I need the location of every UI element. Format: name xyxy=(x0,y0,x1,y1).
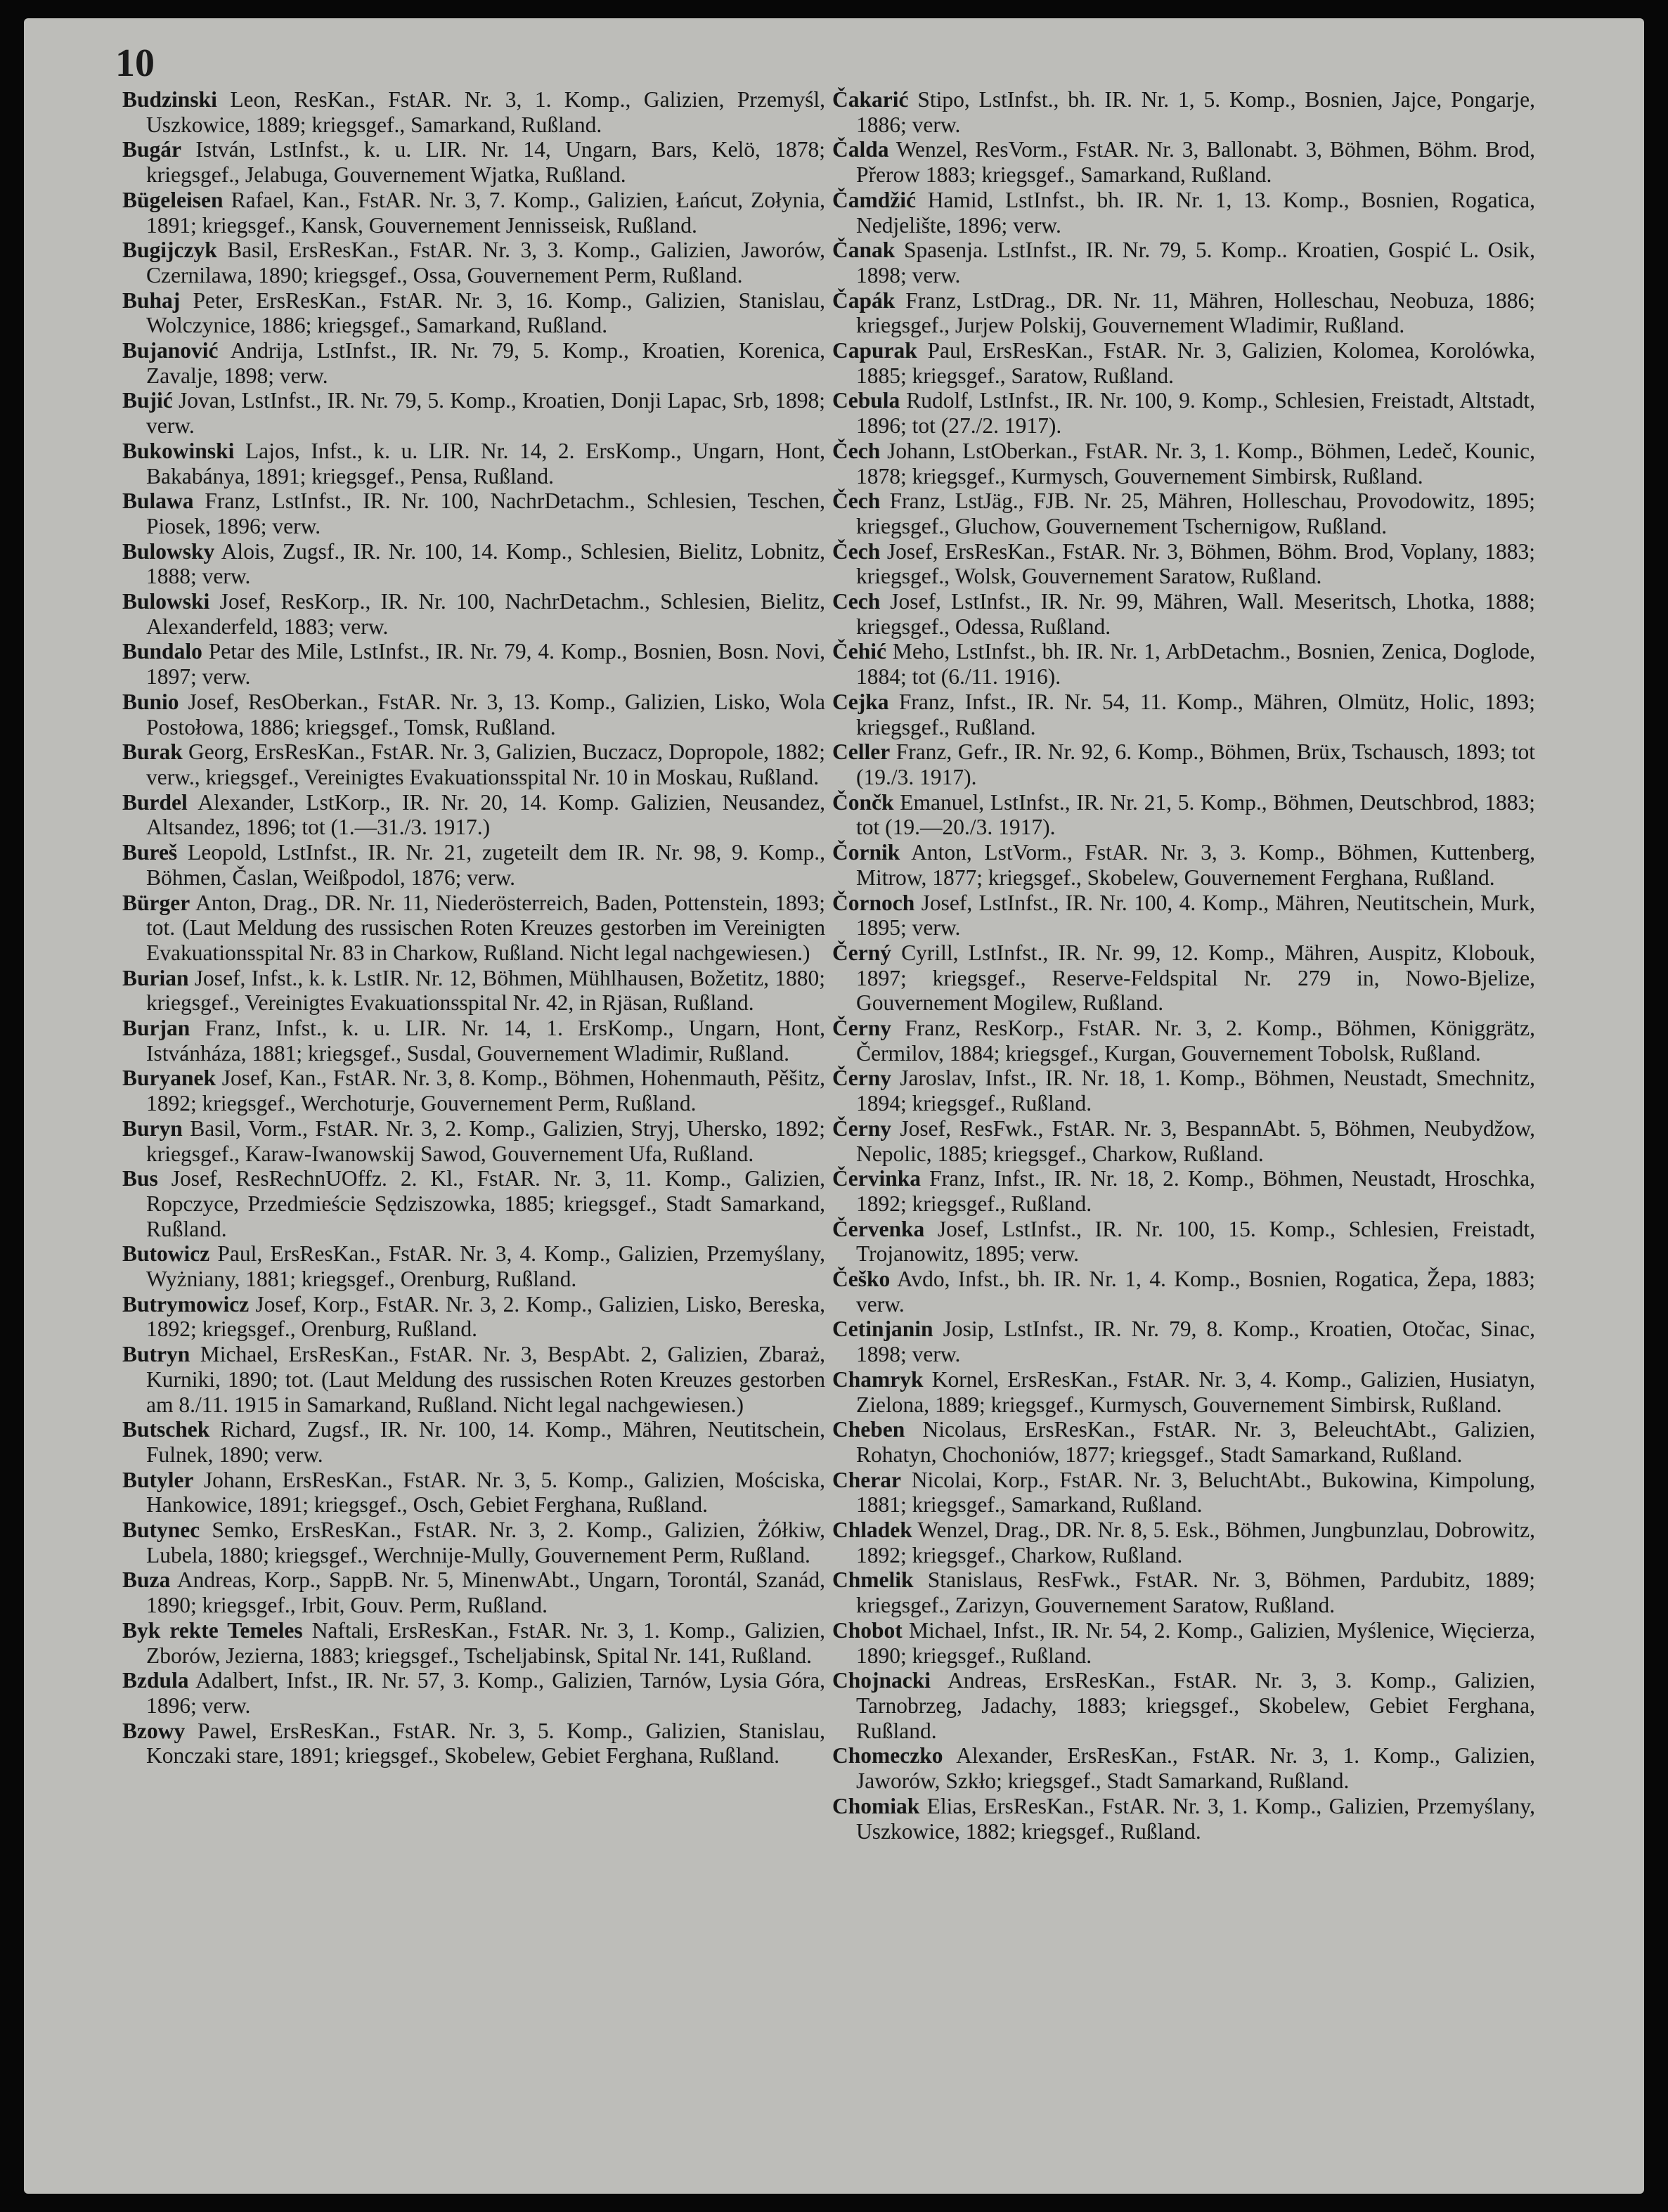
entry-details: Wenzel, Drag., DR. Nr. 8, 5. Esk., Böhmen, Jungbunzlau, Dobrowitz, 1892; kriegsgef., Charkow, Rußland. xyxy=(856,1518,1535,1567)
casualty-entry xyxy=(122,1116,825,1166)
entry-details: Rudolf, LstInfst., IR. Nr. 100, 9. Komp., Schlesien, Freistadt, Altstadt, 1896; tot (27./2. 1917). xyxy=(856,388,1535,439)
casualty-entry xyxy=(122,966,825,1016)
entry-details: Cyrill, LstInfst., IR. Nr. 99, 12. Komp., Mähren, Auspitz, Klobouk, 1897; kriegsgef., Reserve-Feldspital Nr. 279 in, Nowo-Bjelize, Gouvernement Mogilew, Rußland. xyxy=(856,940,1536,1016)
casualty-entry xyxy=(832,1267,1535,1317)
casualty-entry xyxy=(832,539,1535,589)
entry-surname: Cech xyxy=(832,589,881,614)
casualty-entry xyxy=(832,1618,1535,1668)
casualty-entry xyxy=(122,1292,825,1342)
casualty-entry xyxy=(122,188,825,238)
entry-surname: Bureš xyxy=(122,840,178,865)
casualty-entry xyxy=(832,1166,1535,1216)
entry-details: Leopold, LstInfst., IR. Nr. 21, zugeteilt dem IR. Nr. 98, 9. Komp., Böhmen, Časlan, Weißpodol, 1876; verw. xyxy=(146,840,826,890)
entry-details: Paul, ErsResKan., FstAR. Nr. 3, Galizien, Kolomea, Korolówka, 1885; kriegsgef., Saratow, Rußland. xyxy=(856,338,1536,388)
entry-details: Josef, LstInfst., IR. Nr. 100, 15. Komp., Schlesien, Freistadt, Trojanowitz, 1895; verw. xyxy=(856,1216,1535,1267)
entry-surname: Černy xyxy=(832,1066,891,1091)
entry-surname: Bzdula xyxy=(122,1668,189,1693)
casualty-entry xyxy=(122,1618,825,1668)
casualty-entry xyxy=(832,1016,1535,1066)
entry-surname: Čech xyxy=(832,538,881,564)
entry-details: Richard, Zugsf., IR. Nr. 100, 14. Komp., Mähren, Neutitschein, Fulnek, 1890; verw. xyxy=(146,1417,825,1467)
entry-details: Paul, ErsResKan., FstAR. Nr. 3, 4. Komp., Galizien, Przemyślany, Wyżniany, 1881; kriegsgef., Orenburg, Rußland. xyxy=(146,1241,826,1292)
casualty-entry xyxy=(122,137,825,187)
entry-surname: Červenka xyxy=(832,1216,925,1241)
entry-surname: Bzowy xyxy=(122,1718,186,1743)
entry-surname: Černý xyxy=(832,940,891,965)
entry-details: Johann, ErsResKan., FstAR. Nr. 3, 5. Komp., Galizien, Mościska, Hankowice, 1891; kriegsgef., Osch, Gebiet Ferghana, Rußland. xyxy=(146,1467,826,1518)
entry-surname: Buryn xyxy=(122,1115,183,1141)
entry-details: Josef, LstInfst., IR. Nr. 100, 4. Komp., Mähren, Neutitschein, Murk, 1895; verw. xyxy=(856,890,1535,940)
entry-details: Georg, ErsResKan., FstAR. Nr. 3, Galizien, Buczacz, Dopropole, 1882; verw., kriegsgef., Vereinigtes Evakuationsspital Nr. 10 in Moskau, Rußland. xyxy=(146,739,825,789)
entry-surname: Bulowski xyxy=(122,589,210,614)
entry-details: Basil, ErsResKan., FstAR. Nr. 3, 3. Komp., Galizien, Jaworów, Czernilawa, 1890; kriegsgef., Ossa, Gouvernement Perm, Rußland. xyxy=(146,238,826,287)
entry-surname: Celler xyxy=(832,739,891,765)
entry-details: Stanislaus, ResFwk., FstAR. Nr. 3, Böhmen, Pardubitz, 1889; kriegsgef., Zarizyn, Gouvernement Saratow, Rußland. xyxy=(856,1567,1536,1618)
casualty-entry xyxy=(122,790,825,840)
entry-surname: Bundalo xyxy=(122,639,202,664)
entry-details: Josef, Infst., k. k. LstIR. Nr. 12, Böhmen, Mühlhausen, Božetitz, 1880; kriegsgef., Vereinigtes Evakuationsspital Nr. 42, in Rjäsan, Rußland. xyxy=(146,965,825,1016)
casualty-entry xyxy=(122,1066,825,1115)
entry-surname: Bus xyxy=(122,1166,158,1191)
casualty-entry xyxy=(122,489,825,538)
casualty-entry xyxy=(832,1317,1535,1366)
entry-surname: Burjan xyxy=(122,1016,190,1041)
casualty-entry xyxy=(832,940,1535,1016)
entry-surname: Bugár xyxy=(122,137,182,162)
entry-details: Franz, LstDrag., DR. Nr. 11, Mähren, Holleschau, Neobuza, 1886; kriegsgef., Jurjew Polskij, Gouvernement Wladimir, Rußland. xyxy=(856,287,1536,338)
casualty-entry xyxy=(122,1241,825,1291)
entry-surname: Čalda xyxy=(832,137,889,162)
casualty-entry xyxy=(122,1468,825,1518)
entry-details: Anton, Drag., DR. Nr. 11, Niederösterreich, Baden, Pottenstein, 1893; tot. (Laut Meldung des russischen Roten Kreuzes gestorben im Vereinigten Evakuationsspital Nr. 83 in Charkow, Rußland. Nicht legal nachgewiesen.) xyxy=(146,890,825,965)
entry-details: Emanuel, LstInfst., IR. Nr. 21, 5. Komp., Böhmen, Deutschbrod, 1883; tot (19.—20./3. 1917). xyxy=(856,789,1536,840)
casualty-entry xyxy=(832,439,1535,489)
entry-details: Michael, Infst., IR. Nr. 54, 2. Komp., Galizien, Myślenice, Więcierza, 1890; kriegsgef., Rußland. xyxy=(856,1617,1535,1668)
entry-surname: Chamryk xyxy=(832,1366,924,1392)
entry-surname: Čanak xyxy=(832,238,896,263)
entry-details: Josef, Korp., FstAR. Nr. 3, 2. Komp., Galizien, Lisko, Bereska, 1892; kriegsgef., Orenburg, Rußland. xyxy=(146,1291,825,1342)
entry-details: Johann, LstOberkan., FstAR. Nr. 3, 1. Komp., Böhmen, Ledeč, Kounic, 1878; kriegsgef., Kurmysch, Gouvernement Simbirsk, Rußland. xyxy=(856,438,1536,489)
entry-details: Pawel, ErsResKan., FstAR. Nr. 3, 5. Komp., Galizien, Stanislau, Konczaki stare, 1891; kriegsgef., Skobelew, Gebiet Ferghana, Rußland. xyxy=(146,1718,825,1768)
entry-details: Josef, ResOberkan., FstAR. Nr. 3, 13. Komp., Galizien, Lisko, Wola Postołowa, 1886; kriegsgef., Tomsk, Rußland. xyxy=(146,689,825,739)
entry-details: Jovan, LstInfst., IR. Nr. 79, 5. Komp., Kroatien, Donji Lapac, Srb, 1898; verw. xyxy=(146,388,826,439)
casualty-entry xyxy=(832,87,1535,137)
entry-surname: Cebula xyxy=(832,388,900,413)
entry-details: Lajos, Infst., k. u. LIR. Nr. 14, 2. ErsKomp., Ungarn, Hont, Bakabánya, 1891; kriegsgef., Pensa, Rußland. xyxy=(146,438,825,489)
entry-surname: Buhaj xyxy=(122,287,181,313)
casualty-entry xyxy=(832,739,1535,789)
entry-details: Josef, ResKorp., IR. Nr. 100, NachrDetachm., Schlesien, Bielitz, Alexanderfeld, 1883; verw. xyxy=(146,589,825,639)
casualty-entry xyxy=(832,891,1535,940)
casualty-entry xyxy=(832,1743,1535,1793)
page-number: 10 xyxy=(115,41,155,85)
casualty-entry xyxy=(122,1342,825,1417)
entry-surname: Chomeczko xyxy=(832,1743,943,1768)
entry-surname: Butowicz xyxy=(122,1241,210,1267)
casualty-entry xyxy=(832,639,1535,689)
entry-surname: Bürger xyxy=(122,890,190,915)
entry-details: Anton, LstVorm., FstAR. Nr. 3, 3. Komp., Böhmen, Kuttenberg, Mitrow, 1877; kriegsgef., Skobelew, Gouvernement Ferghana, Rußland. xyxy=(856,840,1535,890)
casualty-entry xyxy=(122,690,825,739)
entry-details: Franz, Gefr., IR. Nr. 92, 6. Komp., Böhmen, Brüx, Tschausch, 1893; tot (19./3. 1917). xyxy=(856,739,1536,789)
entry-details: Andreas, ErsResKan., FstAR. Nr. 3, 3. Komp., Galizien, Tarnobrzeg, Jadachy, 1883; kriegsgef., Skobelew, Gebiet Ferghana, Rußland. xyxy=(856,1668,1536,1743)
casualty-entry xyxy=(122,739,825,789)
entry-details: Peter, ErsResKan., FstAR. Nr. 3, 16. Komp., Galizien, Stanislau, Wolczynice, 1886; kriegsgef., Samarkand, Rußland. xyxy=(146,287,825,338)
casualty-entry xyxy=(122,1166,825,1241)
entry-surname: Čech xyxy=(832,489,881,514)
entry-details: Elias, ErsResKan., FstAR. Nr. 3, 1. Komp., Galizien, Przemyślany, Uszkowice, 1882; kriegsgef., Rußland. xyxy=(856,1793,1536,1844)
entry-surname: Chladek xyxy=(832,1518,912,1543)
casualty-entry xyxy=(832,137,1535,187)
entry-details: Franz, Infst., IR. Nr. 54, 11. Komp., Mähren, Olmütz, Holic, 1893; kriegsgef., Rußland. xyxy=(856,689,1535,739)
casualty-entry xyxy=(122,589,825,639)
casualty-entry xyxy=(832,1417,1535,1467)
entry-surname: Čech xyxy=(832,438,881,463)
entry-surname: Burdel xyxy=(122,789,188,815)
entry-details: Nicolaus, ErsResKan., FstAR. Nr. 3, BeleuchtAbt., Galizien, Rohatyn, Chochoniów, 1877; kriegsgef., Stadt Samarkand, Rußland. xyxy=(856,1417,1535,1467)
casualty-entry xyxy=(122,1518,825,1567)
entry-surname: Bunio xyxy=(122,689,179,714)
entry-surname: Bukowinski xyxy=(122,438,235,463)
entry-surname: Čehić xyxy=(832,639,886,664)
entry-details: Michael, ErsResKan., FstAR. Nr. 3, BespAbt. 2, Galizien, Zbaraż, Kurniki, 1890; tot. (Laut Meldung des russischen Roten Kreuzes gestorben am 8./11. 1915 in Samarkand, Rußland. Nicht legal nachgewiesen.) xyxy=(146,1342,826,1417)
entry-surname: Butryn xyxy=(122,1342,190,1367)
entry-surname: Bügeleisen xyxy=(122,187,224,212)
entry-surname: Chobot xyxy=(832,1617,903,1643)
entry-surname: Cejka xyxy=(832,689,889,714)
casualty-entry xyxy=(832,1518,1535,1567)
casualty-entry xyxy=(122,1016,825,1066)
entry-surname: Butrymowicz xyxy=(122,1291,250,1317)
entry-details: Adalbert, Infst., IR. Nr. 57, 3. Komp., Galizien, Tarnów, Lysia Góra, 1896; verw. xyxy=(146,1668,825,1718)
entry-details: Petar des Mile, LstInfst., IR. Nr. 79, 4. Komp., Bosnien, Bosn. Novi, 1897; verw. xyxy=(146,639,826,690)
left-column xyxy=(122,87,825,1768)
entry-details: Naftali, ErsResKan., FstAR. Nr. 3, 1. Komp., Galizien, Zborów, Jezierna, 1883; kriegsgef., Tscheljabinsk, Spital Nr. 141, Rußland. xyxy=(146,1617,825,1668)
entry-details: Josef, Kan., FstAR. Nr. 3, 8. Komp., Böhmen, Hohenmauth, Pěšitz, 1892; kriegsgef., Werchoturje, Gouvernement Perm, Rußland. xyxy=(146,1066,825,1116)
entry-surname: Cheben xyxy=(832,1417,905,1442)
entry-details: Meho, LstInfst., bh. IR. Nr. 1, ArbDetachm., Bosnien, Zenica, Doglode, 1884; tot (6./11. 1916). xyxy=(856,639,1535,690)
casualty-entry xyxy=(122,1668,825,1718)
casualty-entry xyxy=(832,589,1535,639)
entry-surname: Burian xyxy=(122,965,189,990)
casualty-entry xyxy=(832,489,1535,538)
casualty-entry xyxy=(832,1367,1535,1417)
casualty-entry xyxy=(122,1567,825,1617)
entry-surname: Butynec xyxy=(122,1518,200,1543)
entry-surname: Červinka xyxy=(832,1166,921,1191)
entry-surname: Cetinjanin xyxy=(832,1317,933,1342)
casualty-entry xyxy=(832,1567,1535,1617)
entry-surname: Byk rekte Temeles xyxy=(122,1617,303,1643)
entry-surname: Čornik xyxy=(832,840,900,865)
casualty-entry xyxy=(832,1217,1535,1267)
entry-details: Semko, ErsResKan., FstAR. Nr. 3, 2. Komp., Galizien, Żółkiw, Lubela, 1880; kriegsgef., Werchnije-Mully, Gouvernement Perm, Rußland. xyxy=(146,1518,826,1567)
casualty-entry xyxy=(122,639,825,689)
casualty-entry xyxy=(832,1668,1535,1743)
casualty-entry xyxy=(122,439,825,489)
entry-surname: Černy xyxy=(832,1016,891,1041)
entry-surname: Capurak xyxy=(832,338,917,363)
casualty-entry xyxy=(832,288,1535,338)
right-column xyxy=(832,87,1535,1844)
casualty-entry xyxy=(122,288,825,338)
entry-surname: Chomiak xyxy=(832,1793,920,1818)
entry-surname: Butschek xyxy=(122,1417,210,1442)
entry-details: Hamid, LstInfst., bh. IR. Nr. 1, 13. Komp., Bosnien, Rogatica, Nedjelište, 1896; verw. xyxy=(856,187,1536,238)
entry-surname: Čakarić xyxy=(832,87,909,112)
entry-details: Josip, LstInfst., IR. Nr. 79, 8. Komp., Kroatien, Otočac, Sinac, 1898; verw. xyxy=(856,1317,1536,1367)
casualty-entry xyxy=(832,388,1535,438)
casualty-entry xyxy=(122,891,825,966)
entry-details: Leon, ResKan., FstAR. Nr. 3, 1. Komp., Galizien, Przemyśl, Uszkowice, 1889; kriegsgef., Samarkand, Rußland. xyxy=(146,87,826,137)
entry-surname: Bulowsky xyxy=(122,538,215,564)
entry-surname: Čončk xyxy=(832,789,894,815)
casualty-entry xyxy=(832,1468,1535,1518)
entry-surname: Buryanek xyxy=(122,1066,216,1091)
entry-details: Franz, Infst., k. u. LIR. Nr. 14, 1. ErsKomp., Ungarn, Hont, Istvánháza, 1881; kriegsgef., Susdal, Gouvernement Wladimir, Rußland. xyxy=(146,1016,825,1066)
entry-surname: Černy xyxy=(832,1115,891,1141)
entry-details: Andrija, LstInfst., IR. Nr. 79, 5. Komp., Kroatien, Korenica, Zavalje, 1898; verw. xyxy=(146,338,825,388)
casualty-entry xyxy=(122,840,825,890)
entry-surname: Chmelik xyxy=(832,1567,914,1593)
entry-details: Andreas, Korp., SappB. Nr. 5, MinenwAbt., Ungarn, Torontál, Szanád, 1890; kriegsgef., Irbit, Gouv. Perm, Rußland. xyxy=(146,1567,825,1618)
casualty-entry xyxy=(832,238,1535,287)
entry-details: Jaroslav, Infst., IR. Nr. 18, 1. Komp., Böhmen, Neustadt, Smechnitz, 1894; kriegsgef., Rußland. xyxy=(856,1066,1536,1116)
entry-surname: Čapák xyxy=(832,287,896,313)
entry-surname: Butyler xyxy=(122,1467,194,1492)
entry-details: Stipo, LstInfst., bh. IR. Nr. 1, 5. Komp., Bosnien, Jajce, Pongarje, 1886; verw. xyxy=(856,87,1535,137)
entry-surname: Burak xyxy=(122,739,183,765)
document-page xyxy=(24,18,1644,2194)
entry-surname: Bujanović xyxy=(122,338,219,363)
entry-details: Franz, LstInfst., IR. Nr. 100, NachrDetachm., Schlesien, Teschen, Piosek, 1896; verw. xyxy=(146,489,825,538)
entry-surname: Bulawa xyxy=(122,489,194,514)
entry-details: Basil, Vorm., FstAR. Nr. 3, 2. Komp., Galizien, Stryj, Uhersko, 1892; kriegsgef., Karaw-Iwanowskij Sawod, Gouvernement Ufa, Rußland. xyxy=(146,1115,826,1166)
entry-details: Avdo, Infst., bh. IR. Nr. 1, 4. Komp., Bosnien, Rogatica, Žepa, 1883; verw. xyxy=(856,1267,1535,1317)
entry-surname: Cherar xyxy=(832,1467,901,1492)
casualty-entry xyxy=(122,1417,825,1467)
entry-details: Rafael, Kan., FstAR. Nr. 3, 7. Komp., Galizien, Łańcut, Zołynia, 1891; kriegsgef., Kansk, Gouvernement Jennisseisk, Rußland. xyxy=(146,187,826,238)
casualty-entry xyxy=(832,188,1535,238)
entry-surname: Buza xyxy=(122,1567,171,1593)
entry-surname: Chojnacki xyxy=(832,1668,931,1693)
entry-details: Nicolai, Korp., FstAR. Nr. 3, BeluchtAbt., Bukowina, Kimpolung, 1881; kriegsgef., Samarkand, Rußland. xyxy=(856,1467,1536,1518)
entry-details: Josef, ResRechnUOffz. 2. Kl., FstAR. Nr. 3, 11. Komp., Galizien, Ropczyce, Przedmieście Sędziszowka, 1885; kriegsgef., Stadt Samarkand, Rußland. xyxy=(146,1166,825,1241)
casualty-entry xyxy=(122,539,825,589)
entry-details: Alexander, LstKorp., IR. Nr. 20, 14. Komp. Galizien, Neusandez, Altsandez, 1896; tot (1.—31./3. 1917.) xyxy=(146,789,825,840)
entry-details: Alois, Zugsf., IR. Nr. 100, 14. Komp., Schlesien, Bielitz, Lobnitz, 1888; verw. xyxy=(146,538,826,589)
casualty-entry xyxy=(832,338,1535,388)
entry-details: Franz, ResKorp., FstAR. Nr. 3, 2. Komp., Böhmen, Königgrätz, Čermilov, 1884; kriegsgef., Kurgan, Gouvernement Tobolsk, Rußland. xyxy=(856,1016,1535,1066)
entry-surname: Čamdžić xyxy=(832,187,916,212)
entry-details: Spasenja. LstInfst., IR. Nr. 79, 5. Komp.. Kroatien, Gospić L. Osik, 1898; verw. xyxy=(856,238,1535,287)
casualty-entry xyxy=(122,87,825,137)
entry-details: Kornel, ErsResKan., FstAR. Nr. 3, 4. Komp., Galizien, Husiatyn, Zielona, 1889; kriegsgef., Kurmysch, Gouvernement Simbirsk, Rußland. xyxy=(856,1366,1536,1417)
casualty-entry xyxy=(832,790,1535,840)
entry-surname: Češko xyxy=(832,1267,891,1292)
entry-details: Alexander, ErsResKan., FstAR. Nr. 3, 1. Komp., Galizien, Jaworów, Szkło; kriegsgef., Stadt Samarkand, Rußland. xyxy=(856,1743,1535,1794)
entry-details: Franz, Infst., IR. Nr. 18, 2. Komp., Böhmen, Neustadt, Hroschka, 1892; kriegsgef., Rußland. xyxy=(856,1166,1536,1216)
casualty-entry xyxy=(122,1719,825,1768)
entry-details: Josef, ErsResKan., FstAR. Nr. 3, Böhmen, Böhm. Brod, Voplany, 1883; kriegsgef., Wolsk, Gouvernement Saratow, Rußland. xyxy=(856,538,1535,589)
entry-surname: Bugijczyk xyxy=(122,238,217,263)
casualty-entry xyxy=(832,1116,1535,1166)
casualty-entry xyxy=(832,1066,1535,1115)
casualty-entry xyxy=(122,388,825,438)
casualty-entry xyxy=(832,840,1535,890)
entry-surname: Budzinski xyxy=(122,87,217,112)
entry-details: István, LstInfst., k. u. LIR. Nr. 14, Ungarn, Bars, Kelö, 1878; kriegsgef., Jelabuga, Gouvernement Wjatka, Rußland. xyxy=(146,137,825,188)
casualty-entry xyxy=(832,690,1535,739)
entry-details: Wenzel, ResVorm., FstAR. Nr. 3, Ballonabt. 3, Böhmen, Böhm. Brod, Přerow 1883; kriegsgef., Samarkand, Rußland. xyxy=(856,137,1535,188)
entry-surname: Bujić xyxy=(122,388,173,413)
casualty-entry xyxy=(832,1794,1535,1844)
entry-details: Franz, LstJäg., FJB. Nr. 25, Mähren, Holleschau, Provodowitz, 1895; kriegsgef., Gluchow, Gouvernement Tschernigow, Rußland. xyxy=(856,489,1535,538)
entry-surname: Čornoch xyxy=(832,890,915,915)
casualty-entry xyxy=(122,338,825,388)
entry-details: Josef, ResFwk., FstAR. Nr. 3, BespannAbt. 5, Böhmen, Neubydžow, Nepolic, 1885; kriegsgef., Charkow, Rußland. xyxy=(856,1115,1535,1166)
entry-details: Josef, LstInfst., IR. Nr. 99, Mähren, Wall. Meseritsch, Lhotka, 1888; kriegsgef., Odessa, Rußland. xyxy=(856,589,1535,639)
casualty-entry xyxy=(122,238,825,287)
